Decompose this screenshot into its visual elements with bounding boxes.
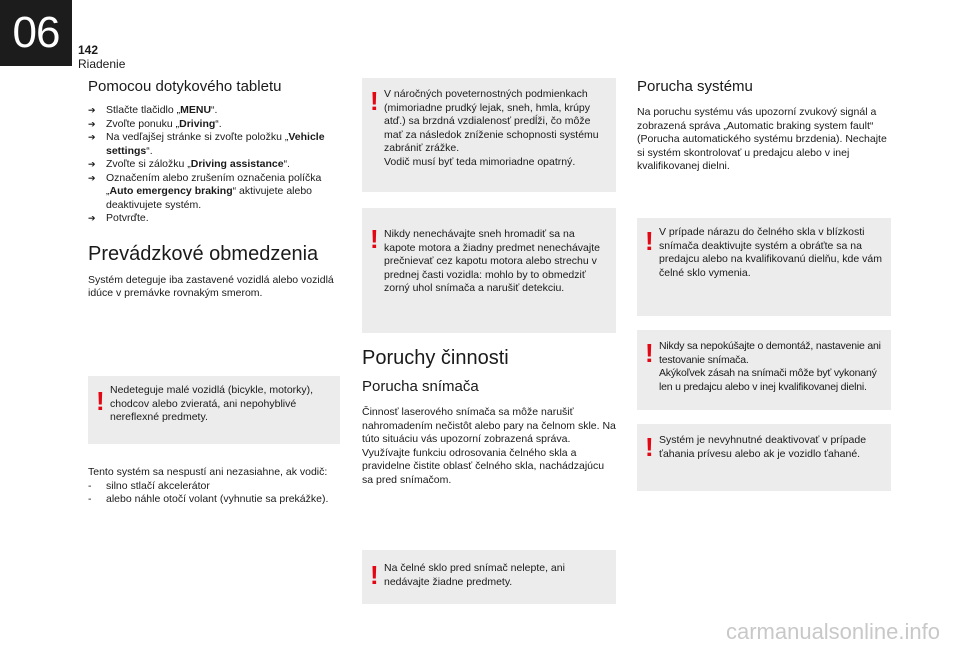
paragraph-system: Na poruchu systému vás upozorní zvukový signál a zobrazená správa „Automatic braking system fault“ (Porucha automatického systému brzdenia). Nechajte si systém skontrolovať u predajcu alebo v inej kvalifikovanej dielni.	[637, 106, 887, 172]
note-text: V náročných poveternostných podmienkach (mimoriadne prudký lejak, sneh, hmla, krúpy atď.) sa brzdná vzdialenosť predĺži, čo môže mať za následok zníženie schopnosti systému zabrániť zrážke.	[384, 88, 599, 154]
heading-malfunctions: Poruchy činnosti	[362, 347, 509, 369]
list-item: - alebo náhle otočí volant (vyhnutie sa prekážke).	[88, 493, 329, 505]
note-text: Akýkoľvek zásah na snímači môže byť vykonaný len u predajcu alebo v inej kvalifikovanej dielni.	[659, 367, 877, 393]
list-item: ➔ Označením alebo zrušením označenia políčka „Auto emergency braking“ aktivujete alebo deaktivujete systém.	[88, 171, 322, 211]
paragraph-detection: Systém deteguje iba zastavené vozidlá alebo vozidlá idúce v premávke rovnakým smerom.	[88, 273, 334, 299]
section-name: Riadenie	[78, 57, 126, 71]
paragraph-conditions: Tento systém sa nespustí ani nezasiahne, ak vodič:	[88, 466, 328, 478]
arrow-bullet-icon: ➔	[88, 105, 96, 115]
warning-note	[362, 208, 616, 333]
note-text: Vodič musí byť teda mimoriadne opatrný.	[384, 155, 576, 168]
exclamation-warning-icon: !	[96, 386, 105, 416]
warning-note	[88, 376, 340, 444]
column-1	[88, 78, 343, 301]
steps-list	[88, 104, 343, 226]
list-item: ➔ Zvoľte ponuku „Driving“.	[88, 117, 222, 130]
paragraph-sensor: Činnosť laserového snímača sa môže narušiť nahromadením nečistôt alebo pary na čelnom skle. Na túto situáciu vás upozorní zobrazená správa. Využívajte funkciu odrosovania čelného skla a pravidelne čistite oblasť čelného skla, nachádzajúcu sa pred snímačom.	[362, 406, 616, 486]
heading-system-fault: Porucha systému	[637, 78, 753, 95]
list-item: ➔ Stlačte tlačidlo „MENU“.	[88, 104, 218, 116]
arrow-bullet-icon: ➔	[88, 172, 96, 183]
arrow-bullet-icon: ➔	[88, 213, 96, 223]
heading-sensor-fault: Porucha snímača	[362, 378, 479, 395]
column-3	[637, 78, 892, 174]
warning-note	[362, 78, 616, 192]
heading-touch-tablet: Pomocou dotykového tabletu	[88, 78, 282, 95]
arrow-bullet-icon: ➔	[88, 159, 96, 169]
note-text: Systém je nevyhnutné deaktivovať v prípade ťahania prívesu alebo ak je vozidlo ťahané.	[659, 434, 867, 460]
watermark: carmanualsonline.info	[725, 619, 940, 644]
exclamation-warning-icon: !	[645, 338, 654, 368]
warning-note	[637, 218, 891, 316]
note-text: Nedeteguje malé vozidlá (bicykle, motorky), chodcov alebo zvieratá, ani nepohyblivé nereflexné predmety.	[110, 384, 314, 423]
list-item: ➔ Zvoľte si záložku „Driving assistance“.	[88, 158, 290, 170]
page-number: 142	[78, 43, 99, 57]
note-text: V prípade nárazu do čelného skla v blízkosti snímača deaktivujte systém a obráťte sa na predajcu alebo na kvalifikovanú dielňu, kde vám čelné sklo vymenia.	[659, 226, 882, 279]
exclamation-warning-icon: !	[370, 560, 379, 590]
warning-note	[637, 424, 891, 491]
column-1-lower	[88, 466, 348, 507]
exclamation-warning-icon: !	[645, 226, 654, 256]
conditions-list	[88, 480, 348, 507]
list-item: ➔ Na vedľajšej stránke si zvoľte položku „Vehicle settings“.	[88, 131, 325, 157]
exclamation-warning-icon: !	[645, 432, 654, 462]
list-item: ➔ Potvrďte.	[88, 212, 149, 224]
column-2	[362, 346, 616, 487]
note-text: Na čelné sklo pred snímač nelepte, ani nedávajte žiadne predmety.	[384, 562, 565, 588]
chapter-number: 06	[12, 8, 60, 57]
exclamation-warning-icon: !	[370, 224, 379, 254]
arrow-bullet-icon: ➔	[88, 132, 96, 142]
chapter-tab	[0, 0, 72, 66]
note-text: Nikdy sa nepokúšajte o demontáž, nastavenie ani testovanie snímača.	[659, 340, 881, 366]
list-item: - silno stlačí akcelerátor	[88, 479, 210, 492]
note-text: Nikdy nenechávajte sneh hromadiť sa na kapote motora a žiadny predmet nenechávajte prečnievať cez kapotu motora alebo strechu v prednej časti vozidla: mohlo by to obmedziť zorný uhol snímača a narušiť detekciu.	[384, 228, 600, 294]
exclamation-warning-icon: !	[370, 86, 379, 116]
arrow-bullet-icon: ➔	[88, 118, 96, 129]
warning-note	[362, 550, 616, 604]
warning-note	[637, 330, 891, 410]
heading-operating-limits: Prevádzkové obmedzenia	[88, 242, 319, 265]
